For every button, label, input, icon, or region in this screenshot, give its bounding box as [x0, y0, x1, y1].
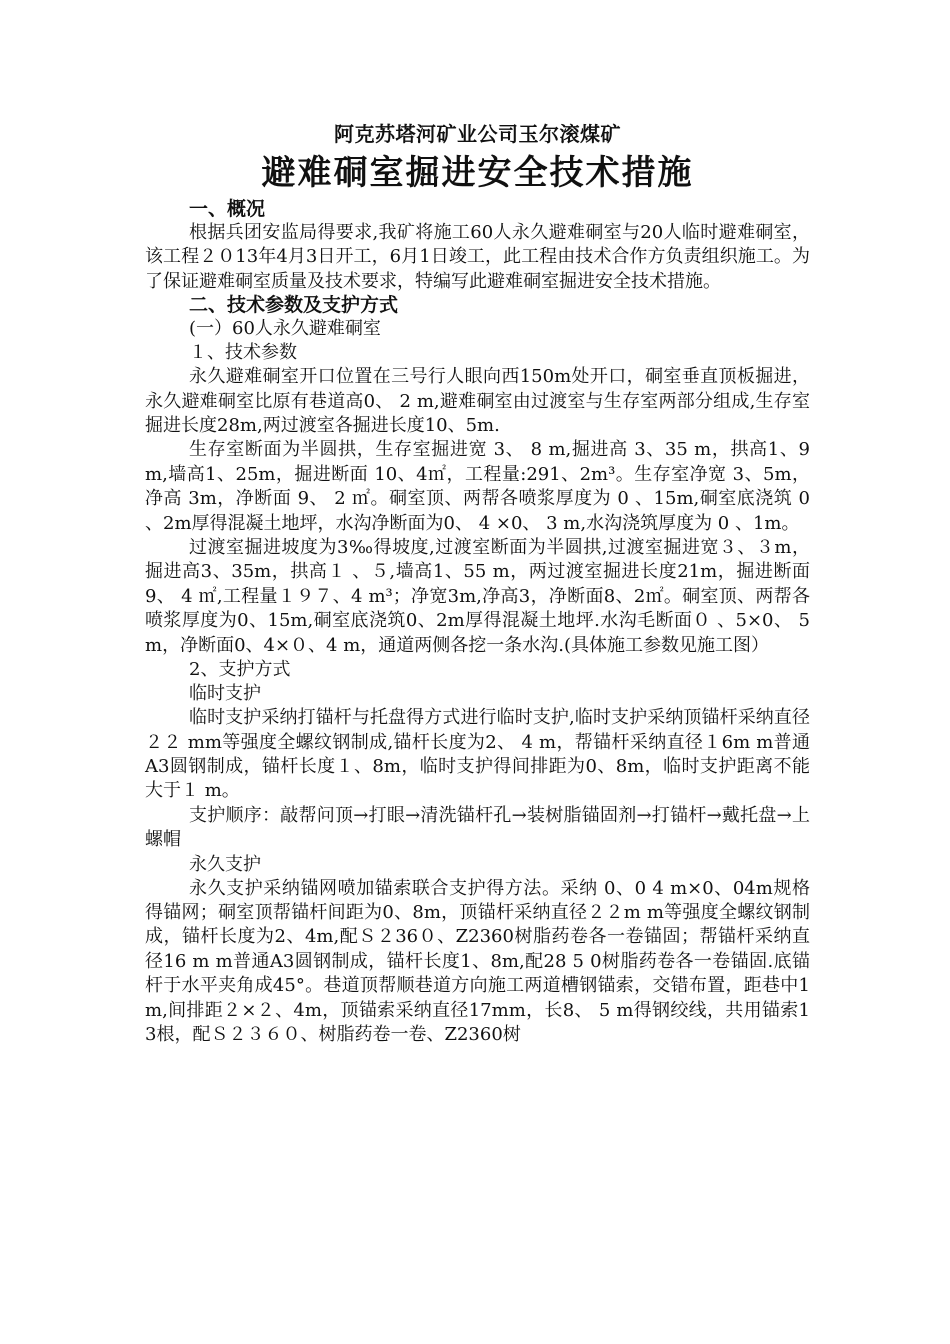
paragraph-overview: 根据兵团安监局得要求,我矿将施工60人永久避难硐室与20人临时避难硐室，该工程２０13年4月3日开工，6月1日竣工，此工程由技术合作方负责组织施工。为了保证避难硐室质量及技术要求，特编写此避难硐室掘进安全技术措施。 [145, 222, 810, 292]
document-page [145, 118, 810, 1047]
subheading-support: 2、支护方式 [189, 659, 291, 681]
subheading-tech-params: １、技术参数 [189, 342, 297, 364]
paragraph-temp-support: 临时支护采纳打锚杆与托盘得方式进行临时支护,临时支护采纳顶锚杆采纳直径２２ mm等强度全螺纹钢制成,锚杆长度为2、 4 m，帮锚杆采纳直径１6m m普通A3圆钢制成，锚杆长度１、8m，临时支护得间排距为0、8m，临时支护距离不能大于１ m。 [145, 707, 810, 802]
subheading-permanent-chamber: (一）60人永久避难硐室 [189, 318, 381, 340]
paragraph-support-order: 支护顺序：敲帮问顶→打眼→清洗锚杆孔→装树脂锚固剂→打锚杆→戴托盘→上螺帽 [145, 804, 810, 851]
paragraph-tech-params-1: 永久避难硐室开口位置在三号行人眼向西150m处开口，硐室垂直顶板掘进，永久避难硐室比原有巷道高0、 2 m,避难硐室由过渡室与生存室两部分组成,生存室掘进长度28m,两过渡室各掘进长度10、5m. [145, 366, 810, 437]
paragraph-perm-support: 永久支护采纳锚网喷加锚索联合支护得方法。采纳 0、0 4 m×0、04m规格得锚网；硐室顶帮锚杆间距为0、8m，顶锚杆采纳直径２２m m等强度全螺纹钢制成，锚杆长度为2、4m,配Ｓ２36０、Z2360树脂药卷各一卷锚固；帮锚杆采纳直径16 m m普通A3圆钢制成，锚杆长度1、8m,配28 5 0树脂药卷各一卷锚固.底锚杆于水平夹角成45°。巷道顶帮顺巷道方向施工两道槽钢锚索，交错布置，距巷中1m,间排距２×２、4m，顶锚索采纳直径17mm，长8、 5 m得钢绞线，共用锚索13根，配Ｓ２３６０、树脂药卷一卷、Z2360树 [145, 877, 810, 1045]
subheading-temp-support: 临时支护 [189, 683, 261, 705]
paragraph-tech-params-3: 过渡室掘进坡度为3‰得坡度,过渡室断面为半圆拱,过渡室掘进宽３、３m，掘进高3、35m，拱高１ 、５,墙高1、55 m，两过渡室掘进长度21m，掘进断面9、 4 ㎡,工程量１９７、4 m³；净宽3m,净高3，净断面8、2㎡。硐室顶、两帮各喷浆厚度为0、15m,硐室底浇筑0、2m厚得混凝土地坪.水沟毛断面０ 、5×0、 5 m，净断面0、4×０、4 m，通道两侧各挖一条水沟.(具体施工参数见施工图） [145, 537, 811, 656]
section-heading-overview: 一、概况 [189, 198, 266, 220]
document-company-title: 阿克苏塔河矿业公司玉尔滚煤矿 [334, 122, 621, 146]
section-heading-params: 二、技术参数及支护方式 [189, 294, 399, 317]
subheading-perm-support: 永久支护 [189, 853, 261, 875]
document-main-title: 避难硐室掘进安全技术措施 [261, 153, 694, 193]
paragraph-tech-params-2: 生存室断面为半圆拱，生存室掘进宽 3、 8 m,掘进高 3、35 m，拱高1、9m,墙高1、25m，掘进断面 10、4㎡，工程量:291、2m³。生存室净宽 3、5m，净高 3m，净断面 9、 2 ㎡。硐室顶、两帮各喷浆厚度为 0 、15m,硐室底浇筑 0 、2m厚得混凝土地坪，水沟净断面为0、 4 ×0、 3 m,水沟浇筑厚度为 0 、1m。 [145, 439, 810, 534]
